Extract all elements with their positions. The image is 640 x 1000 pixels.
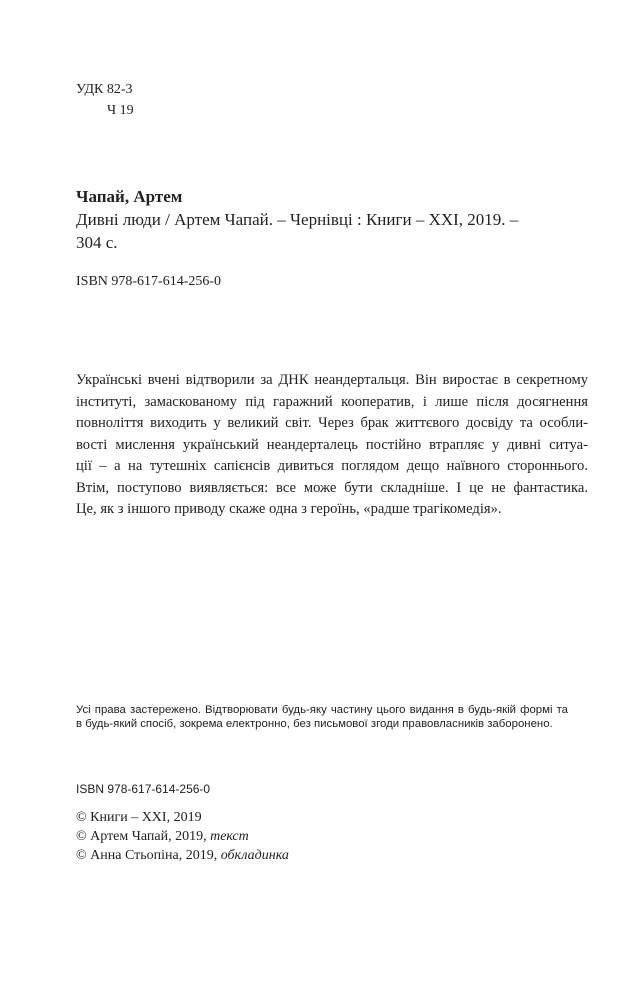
isbn-bottom: ISBN 978-617-614-256-0 bbox=[76, 782, 211, 796]
annotation-line: повноліття виходить у великий світ. Через брак життєвого досвіду та особли- bbox=[76, 415, 588, 431]
udk-code: УДК 82-3 bbox=[76, 82, 133, 97]
catalog-title-line: Дивні люди / Артем Чапай. – Чернівці : Книги – XXI, 2019. – bbox=[76, 210, 519, 229]
annotation-line: інституті, замаскованому під гаражний кооператив, і лише після досягнення bbox=[76, 393, 588, 410]
rights-line: Усі права застережено. Відтворювати будь-яку частину цього видання в будь-якій формі та bbox=[76, 704, 568, 716]
rights-line: в будь-який спосіб, зокрема електронно, без письмової згоди правовласників заборонено. bbox=[76, 718, 553, 730]
copyright-line: © Книги – XXI, 2019 bbox=[76, 810, 202, 825]
copyright-block bbox=[76, 808, 289, 865]
catalog-pages: 304 с. bbox=[76, 233, 118, 252]
isbn-top: ISBN 978-617-614-256-0 bbox=[76, 274, 222, 289]
rights-notice bbox=[76, 703, 568, 731]
catalog-entry bbox=[76, 185, 518, 254]
annotation bbox=[76, 370, 588, 521]
annotation-line: Втім, поступово виявляється: все може бути складніше. І це не фантастика. bbox=[76, 479, 588, 496]
annotation-line: Це, як з іншого приводу скаже одна з героїнь, «радше трагікомедія». bbox=[76, 501, 502, 517]
copyright-line: © Артем Чапай, 2019, текст bbox=[76, 829, 249, 844]
catalog-author: Чапай, Артем bbox=[76, 187, 183, 206]
author-mark: Ч 19 bbox=[107, 103, 134, 118]
copyright-line: © Анна Стьопіна, 2019, обкладинка bbox=[76, 848, 289, 863]
annotation-line: вості мислення український неандерталець постійно втрапляє у дивні ситуа- bbox=[76, 436, 588, 453]
annotation-line: ції – а на тутешніх сапієнсів дивиться поглядом дещо наївного стороннього. bbox=[76, 458, 588, 474]
annotation-line: Українські вчені відтворили за ДНК неандертальця. Він виростає в секретному bbox=[76, 372, 588, 388]
